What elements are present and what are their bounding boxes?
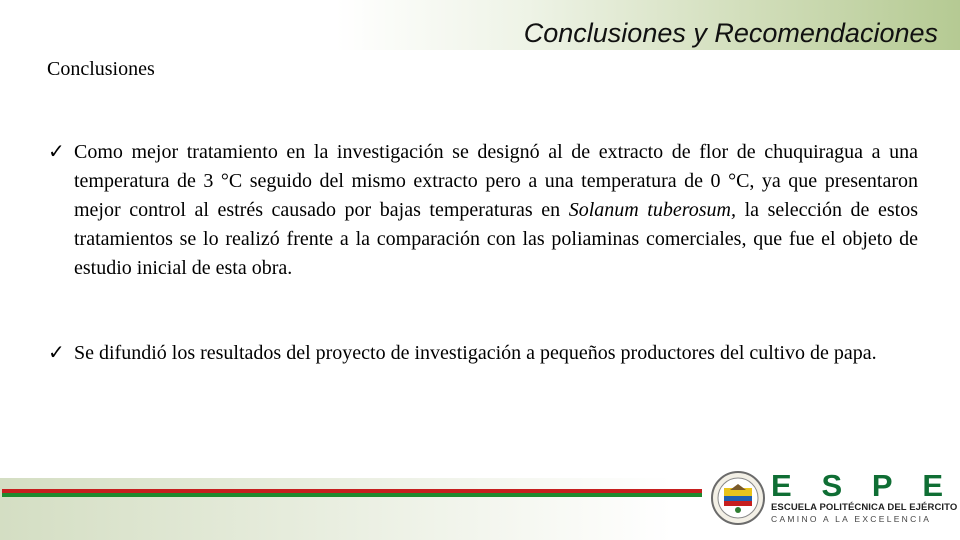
bullet-item-2 — [48, 339, 918, 368]
espe-logo — [705, 466, 957, 536]
checkmark-icon: ✓ — [48, 342, 65, 364]
footer-stripe-green — [2, 493, 702, 497]
bullet-item-1 — [48, 138, 918, 283]
institution-emblem-icon — [710, 470, 766, 526]
bullet-text-2: Se difundió los resultados del proyecto de investigación a pequeños productores del cultivo de papa. — [74, 342, 877, 364]
logo-motto: CAMINO A LA EXCELENCIA — [771, 514, 932, 524]
bullet-text-1: Como mejor tratamiento en la investigación se designó al de extracto de flor de chuquiragua a una temperatura de 3 °C seguido del mismo extracto pero a una temperatura de 0 °C, ya que presentaron mejor control al estrés causado por bajas temperaturas en Solanum tuberosum, la selección de estos tratamientos se lo realizó frente a la comparación con las poliaminas comerciales, que fue el objeto de estudio inicial de esta obra. — [74, 141, 919, 279]
slide-title: Conclusiones y Recomendaciones — [523, 18, 938, 48]
logo-institution-name: ESCUELA POLITÉCNICA DEL EJÉRCITO — [771, 502, 958, 513]
species-name: Solanum tuberosum, — [568, 199, 737, 221]
checkmark-icon: ✓ — [48, 141, 65, 163]
logo-wordmark — [771, 466, 957, 524]
logo-letters: E S P E — [771, 468, 943, 503]
section-subtitle: Conclusiones — [47, 58, 155, 80]
